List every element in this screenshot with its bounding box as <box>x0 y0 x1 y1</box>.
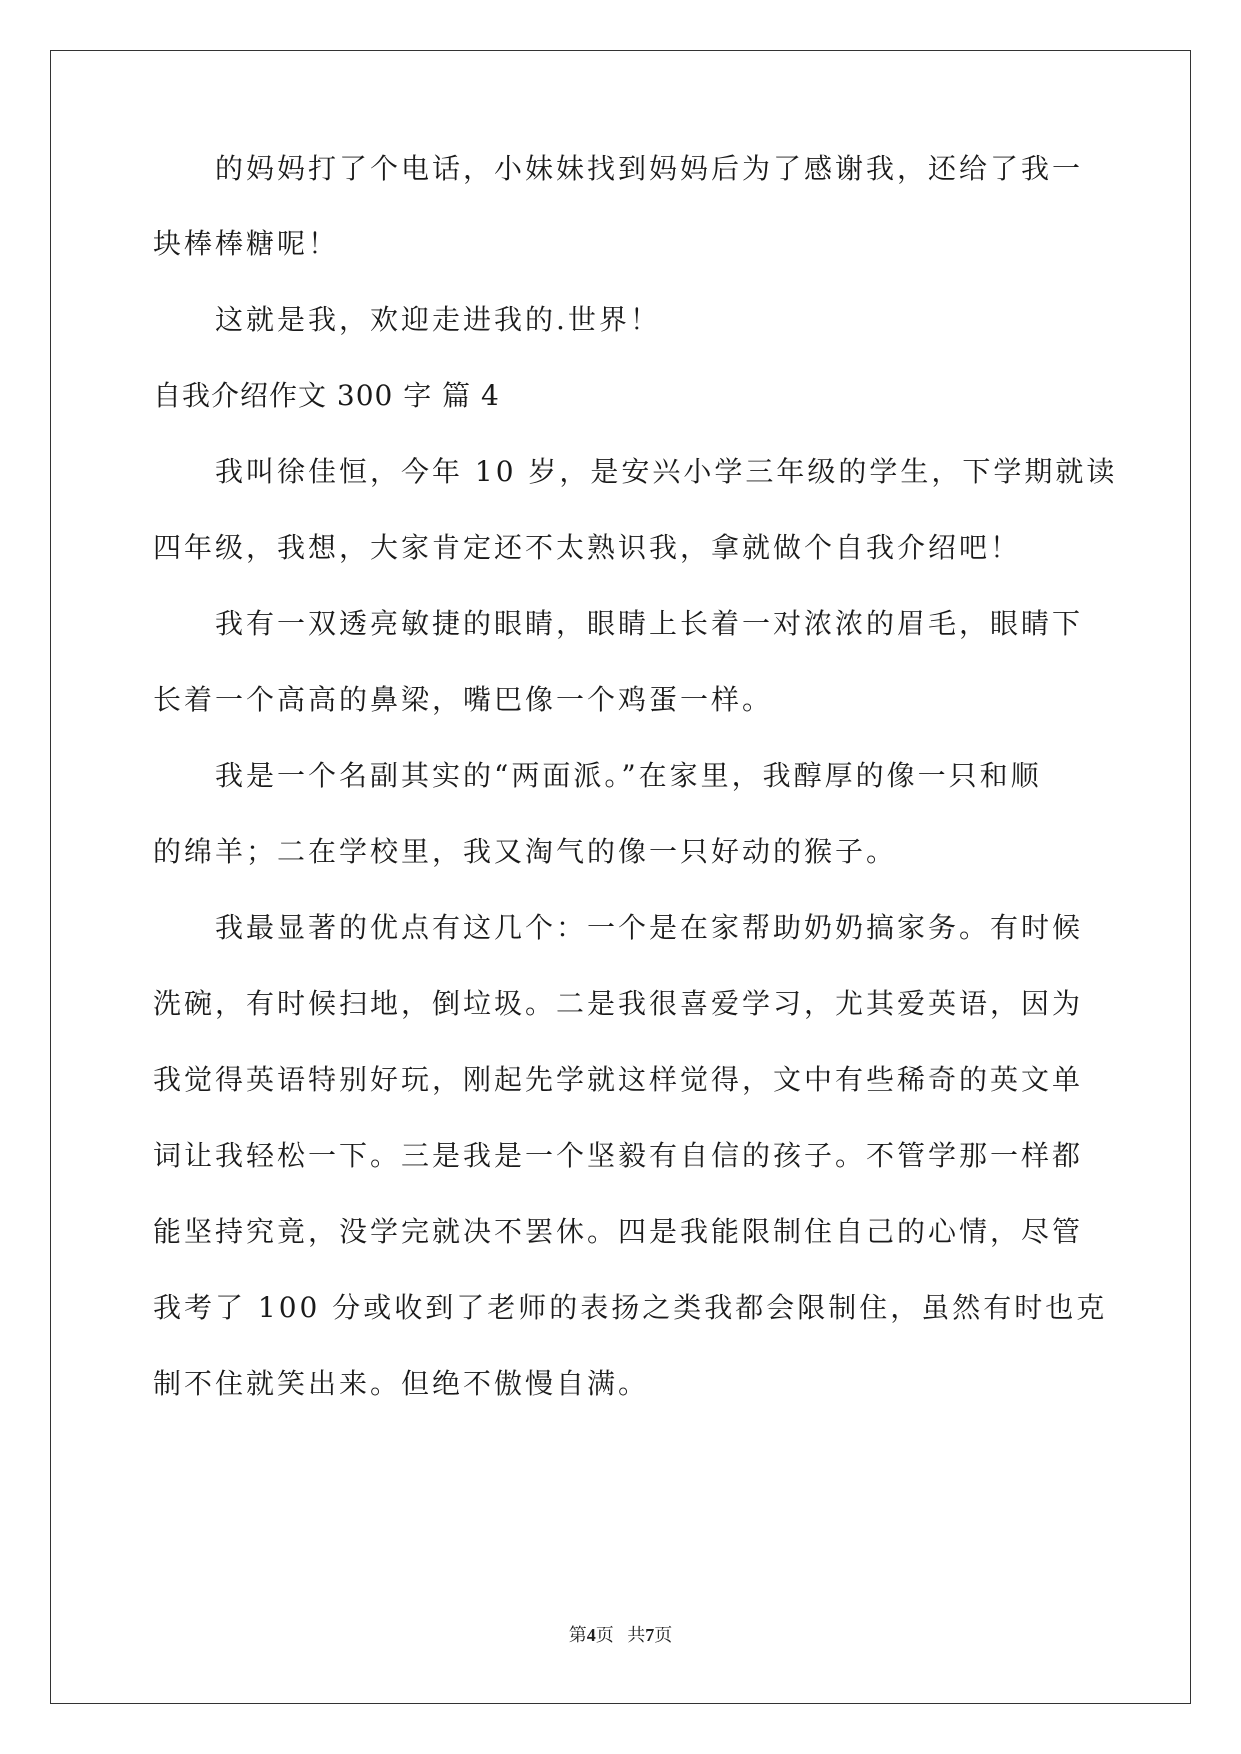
paragraph-line: 我叫徐佳恒，今年 10 岁，是安兴小学三年级的学生，下学期就读 <box>215 455 1118 488</box>
paragraph-line: 的绵羊；二在学校里，我又淘气的像一只好动的猴子。 <box>153 835 898 868</box>
total-page-number: 7 <box>645 1625 655 1645</box>
footer-prefix: 第 <box>568 1625 587 1645</box>
paragraph-line: 块棒棒糖呢！ <box>153 227 340 260</box>
paragraph-line: 我考了 100 分或收到了老师的表扬之类我都会限制住，虽然有时也克 <box>153 1291 1108 1324</box>
paragraph-line: 四年级，我想，大家肯定还不太熟识我，拿就做个自我介绍吧！ <box>153 531 1022 564</box>
footer-suffix: 页 <box>654 1625 673 1645</box>
page-border <box>50 50 1191 1704</box>
current-page-number: 4 <box>586 1625 596 1645</box>
paragraph-line: 这就是我，欢迎走进我的.世界！ <box>215 303 661 336</box>
section-heading: 自我介绍作文 300 字 篇 4 <box>153 379 500 412</box>
paragraph-line: 长着一个高高的鼻梁，嘴巴像一个鸡蛋一样。 <box>153 683 774 716</box>
paragraph-line: 制不住就笑出来。但绝不傲慢自满。 <box>153 1367 650 1400</box>
paragraph-line: 我有一双透亮敏捷的眼睛，眼睛上长着一对浓浓的眉毛，眼睛下 <box>215 607 1084 640</box>
paragraph-line: 词让我轻松一下。三是我是一个坚毅有自信的孩子。不管学那一样都 <box>153 1139 1084 1172</box>
paragraph-line: 的妈妈打了个电话，小妹妹找到妈妈后为了感谢我，还给了我一 <box>215 152 1084 185</box>
paragraph-line: 我最显著的优点有这几个：一个是在家帮助奶奶搞家务。有时候 <box>215 911 1084 944</box>
paragraph-line: 我觉得英语特别好玩，刚起先学就这样觉得，文中有些稀奇的英文单 <box>153 1063 1084 1096</box>
paragraph-line: 能坚持究竟，没学完就决不罢休。四是我能限制住自己的心情，尽管 <box>153 1215 1084 1248</box>
paragraph-line: 洗碗，有时候扫地，倒垃圾。二是我很喜爱学习，尤其爱英语，因为 <box>153 987 1084 1020</box>
paragraph-line: 我是一个名副其实的“两面派。”在家里，我醇厚的像一只和顺 <box>215 759 1042 792</box>
footer-middle: 页 共 <box>595 1625 646 1645</box>
page-footer <box>0 1621 1241 1647</box>
